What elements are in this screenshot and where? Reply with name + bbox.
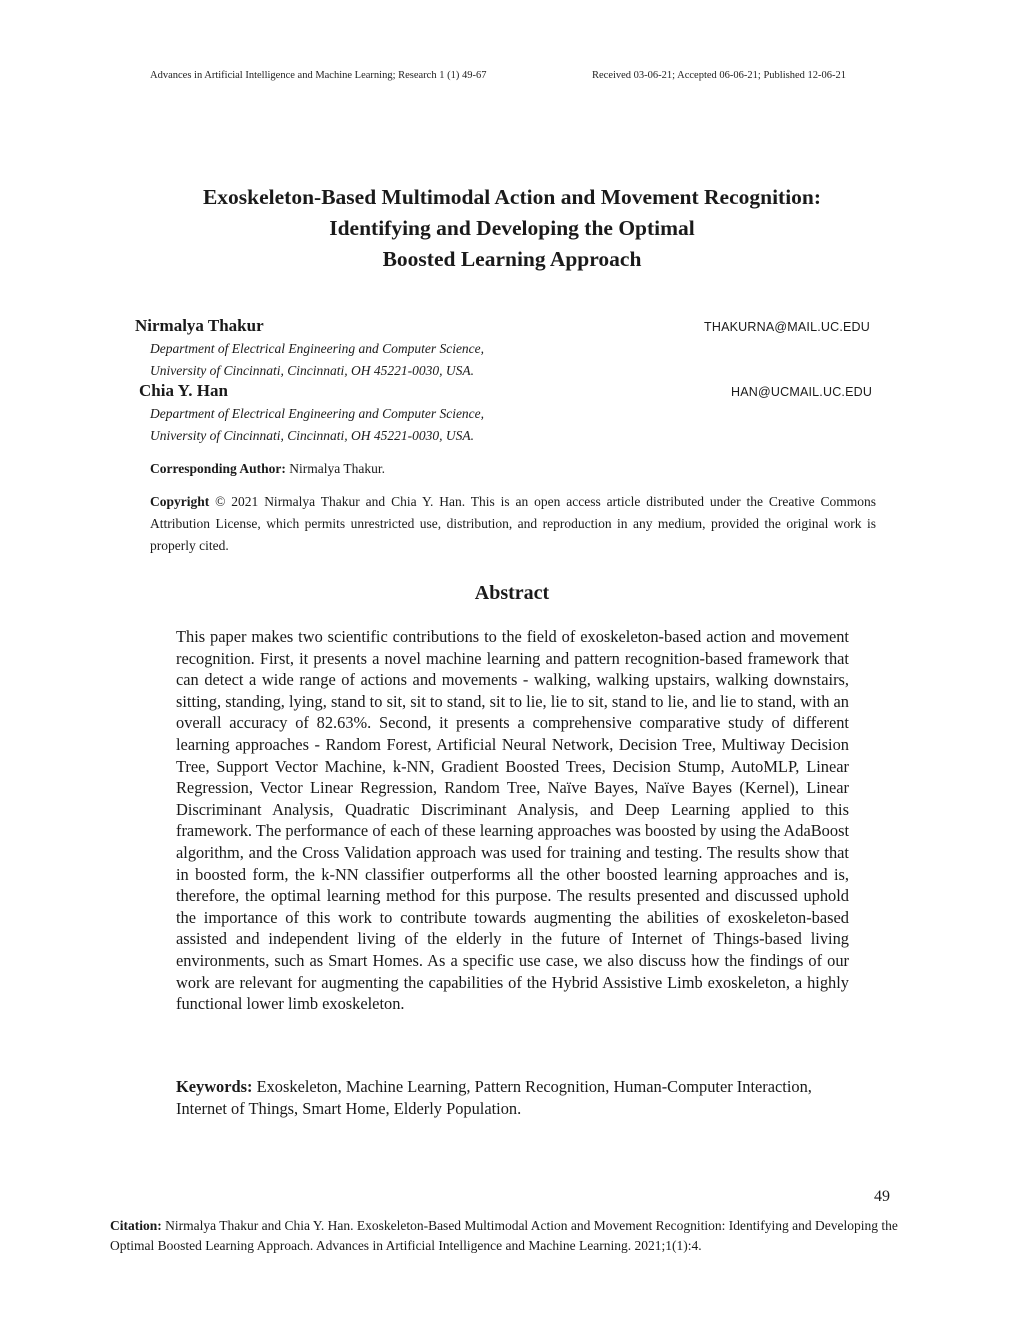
keywords-value: Exoskeleton, Machine Learning, Pattern Recognition, Human-Computer Interaction, Internet of Things, Smart Home, Elderly Population. bbox=[176, 1077, 812, 1118]
author-2-affiliation-line-1: Department of Electrical Engineering and Computer Science, bbox=[150, 406, 485, 421]
page-number: 49 bbox=[874, 1188, 890, 1205]
corresponding-author bbox=[150, 458, 876, 480]
copyright-notice bbox=[150, 491, 876, 557]
author-1-affiliation-line-1: Department of Electrical Engineering and Computer Science, bbox=[150, 341, 485, 356]
running-header-journal: Advances in Artificial Intelligence and Machine Learning; Research 1 (1) 49-67 bbox=[150, 70, 487, 81]
author-1-email[interactable]: THAKURNA@MAIL.UC.EDU bbox=[704, 320, 871, 334]
title-line-3: Boosted Learning Approach bbox=[382, 247, 642, 271]
title-line-2: Identifying and Developing the Optimal bbox=[329, 216, 695, 240]
citation-text: Nirmalya Thakur and Chia Y. Han. Exoskeleton-Based Multimodal Action and Movement Recognition: Identifying and Developing the Optimal Boosted Learning Approach. Advances in Artificial Intelligence and Machine Learning. 2021;1(1):4. bbox=[110, 1218, 898, 1253]
copyright-text: © 2021 Nirmalya Thakur and Chia Y. Han. This is an open access article distributed under the Creative Commons Attribution License, which permits unrestricted use, distribution, and reproduction in any medium, provided the original work is properly cited. bbox=[150, 494, 876, 553]
author-2-affiliation bbox=[150, 403, 484, 446]
corresponding-author-value: Nirmalya Thakur. bbox=[289, 461, 386, 476]
author-1-affiliation bbox=[150, 338, 484, 381]
abstract-heading: Abstract bbox=[474, 582, 550, 604]
title-line-1: Exoskeleton-Based Multimodal Action and Movement Recognition: bbox=[202, 185, 822, 209]
citation-footer bbox=[110, 1216, 910, 1256]
keywords-label: Keywords: bbox=[176, 1077, 253, 1096]
author-2-affiliation-line-2: University of Cincinnati, Cincinnati, OH 45221-0030, USA. bbox=[150, 427, 474, 443]
keywords bbox=[176, 1076, 849, 1119]
author-1-affiliation-line-2: University of Cincinnati, Cincinnati, OH 45221-0030, USA. bbox=[150, 362, 474, 378]
running-header-dates: Received 03-06-21; Accepted 06-06-21; Published 12-06-21 bbox=[592, 70, 846, 81]
author-2-email[interactable]: HAN@UCMAIL.UC.EDU bbox=[731, 385, 873, 399]
paper-title bbox=[100, 182, 924, 275]
author-1-name: Nirmalya Thakur bbox=[135, 316, 264, 335]
copyright-label: Copyright bbox=[150, 494, 210, 509]
corresponding-author-label: Corresponding Author: bbox=[150, 461, 286, 476]
abstract-body: This paper makes two scientific contributions to the field of exoskeleton-based action and movement recognition. First, it presents a novel machine learning and pattern recognition-based framework that can detect a wide range of actions and movements - walking, walking upstairs, walking downstairs, sitting, standing, lying, stand to sit, sit to stand, sit to lie, lie to sit, stand to lie, and lie to stand, with an overall accuracy of 82.63%. Second, it presents a comprehensive comparative study of different learning approaches - Random Forest, Artificial Neural Network, Decision Tree, Multiway Decision Tree, Support Vector Machine, k-NN, Gradient Boosted Trees, Decision Stump, AutoMLP, Linear Regression, Vector Linear Regression, Random Tree, Naïve Bayes, Naïve Bayes (Kernel), Linear Discriminant Analysis, Quadratic Discriminant Analysis, and Deep Learning applied to this framework. The performance of each of these learning approaches was boosted by using the AdaBoost algorithm, and the Cross Validation approach was used for training and testing. The results show that in boosted form, the k-NN classifier outperforms all the other boosted learning approaches and is, therefore, the optimal learning method for this purpose. The results presented and discussed uphold the importance of this work to contribute towards augmenting the abilities of exoskeleton-based assisted and independent living of the elderly in the future of Internet of Things-based living environments, such as Smart Homes. As a specific use case, we also discuss how the findings of our work are relevant for augmenting the capabilities of the Hybrid Assistive Limb exoskeleton, a highly functional lower limb exoskeleton. bbox=[176, 627, 849, 1014]
author-2-name: Chia Y. Han bbox=[139, 381, 228, 400]
citation-label: Citation: bbox=[110, 1218, 162, 1233]
